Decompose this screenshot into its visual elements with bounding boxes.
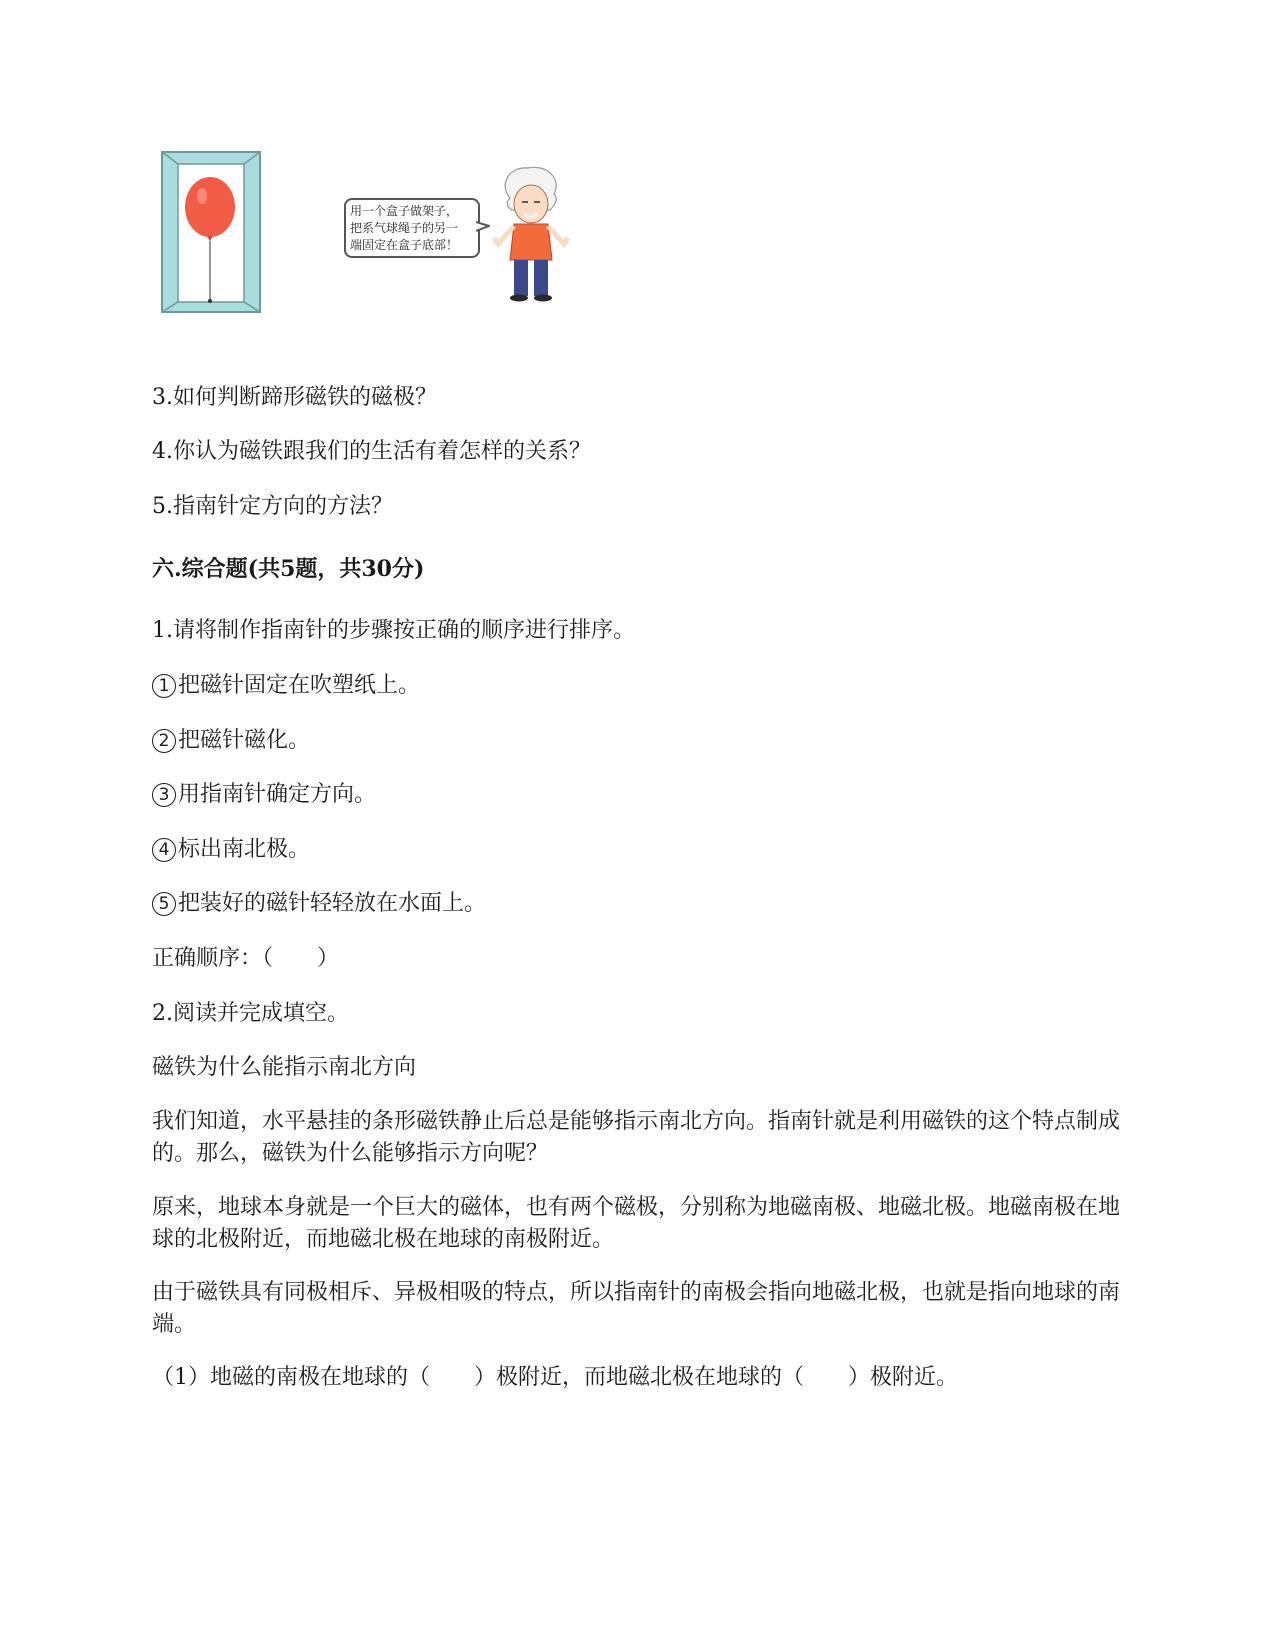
question-5: 5.指南针定方向的方法？ <box>152 494 393 519</box>
question-3: 3.如何判断蹄形磁铁的磁极？ <box>152 385 437 410</box>
speech-line: 把系气球绳子的另一 <box>350 221 459 235</box>
q2-paragraph: 我们知道，水平悬挂的条形磁铁静止后总是能够指示南北方向。指南针就是利用磁铁的这个特点制成的。那么，磁铁为什么能够指示方向呢？ <box>152 1109 1121 1166</box>
speech-line: 用一个盒子做架子， <box>350 204 459 218</box>
step-text: 把磁针磁化。 <box>178 728 311 753</box>
step-text: 用指南针确定方向。 <box>178 782 377 807</box>
step-number: 3 <box>152 783 176 807</box>
step-text: 把装好的磁针轻轻放在水面上。 <box>178 891 487 916</box>
q1-step <box>152 779 376 811</box>
step-number: 2 <box>152 729 176 753</box>
balloon-illustration <box>158 150 578 330</box>
q2-paragraph: 由于磁铁具有同极相斥、异极相吸的特点，所以指南针的南极会指向地磁北极，也就是指向地球的南端。 <box>152 1280 1121 1337</box>
speech-bubble <box>344 198 480 258</box>
step-number: 4 <box>152 838 176 862</box>
q2-prompt: 2.阅读并完成填空。 <box>152 1001 349 1026</box>
q1-answer-line: 正确顺序：（ ） <box>152 946 340 971</box>
balloon-box-image <box>158 150 268 315</box>
q2-passage-title: 磁铁为什么能指示南北方向 <box>152 1055 417 1080</box>
q1-prompt: 1.请将制作指南针的步骤按正确的顺序进行排序。 <box>152 618 635 643</box>
step-number: 5 <box>152 892 176 916</box>
step-number: 1 <box>152 674 176 698</box>
q1-step <box>152 725 310 757</box>
q2-subquestion-1: （1）地磁的南极在地球的（ ）极附近，而地磁北极在地球的（ ）极附近。 <box>152 1365 958 1390</box>
q1-step <box>152 670 420 702</box>
section-heading: 六.综合题(共5题，共30分) <box>152 556 425 582</box>
q1-step <box>152 888 486 920</box>
scientist-character-image <box>488 164 578 304</box>
step-text: 标出南北极。 <box>178 837 311 862</box>
q2-paragraph: 原来，地球本身就是一个巨大的磁体，也有两个磁极，分别称为地磁南极、地磁北极。地磁南极在地球的北极附近，而地磁北极在地球的南极附近。 <box>152 1195 1121 1252</box>
speech-line: 端固定在盒子底部！ <box>350 238 459 252</box>
question-4: 4.你认为磁铁跟我们的生活有着怎样的关系？ <box>152 439 591 464</box>
q1-step <box>152 834 310 866</box>
step-text: 把磁针固定在吹塑纸上。 <box>178 673 421 698</box>
